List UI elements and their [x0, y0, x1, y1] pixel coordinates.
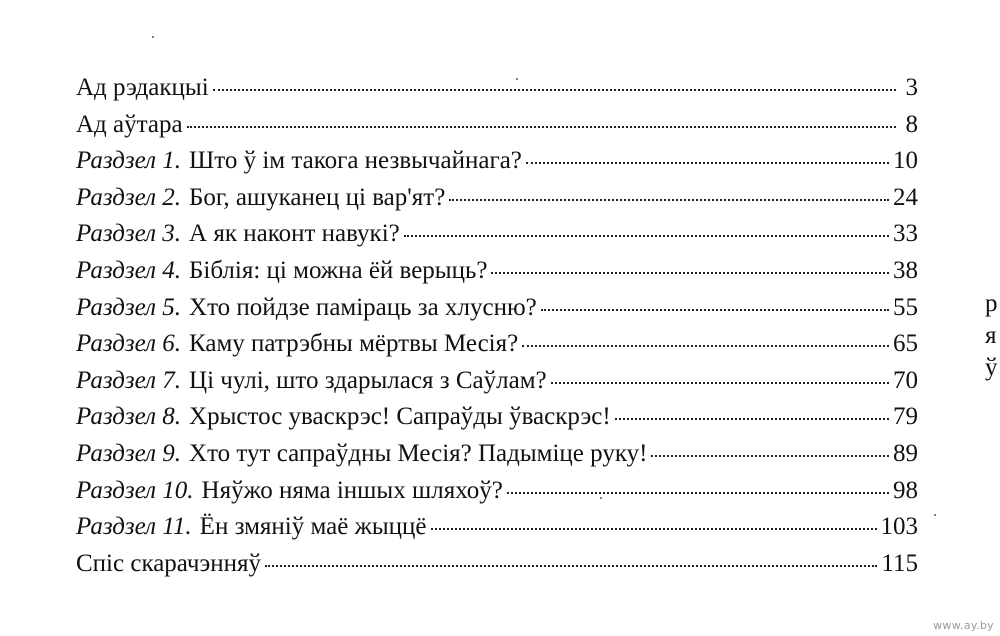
toc-entry [76, 253, 918, 290]
toc-entry [76, 216, 918, 253]
chapter-prefix: Раздзел 8. [76, 403, 182, 431]
toc-entry [76, 399, 918, 436]
dot-leader [651, 455, 889, 457]
entry-title: Каму патрэбны мёртвы Месія? [189, 330, 519, 358]
entry-title: Хто пойдзе паміраць за хлусню? [189, 293, 537, 321]
page-number: 33 [893, 220, 918, 248]
entry-title: Біблія: ці можна ёй верыць? [189, 256, 488, 284]
page-number: 103 [880, 513, 918, 541]
entry-title: Хрыстос уваскрэс! Сапраўды ўваскрэс! [189, 403, 611, 431]
toc-entry [76, 473, 918, 510]
dot-leader [551, 382, 889, 384]
entry-title: Спіс скарачэнняў [76, 549, 261, 577]
page-number: 98 [893, 476, 918, 504]
entry-title: Бог, ашуканец ці вар'ят? [189, 183, 446, 211]
toc-entry [76, 290, 918, 327]
dot-leader [526, 162, 889, 164]
chapter-prefix: Раздзел 3. [76, 220, 182, 248]
page-number: 55 [893, 293, 918, 321]
dot-leader [404, 235, 889, 237]
fragment-letter: я [985, 322, 997, 349]
entry-title: Ён змяніў маё жыццё [199, 513, 427, 541]
chapter-prefix: Раздзел 10. [76, 476, 194, 504]
toc-entry [76, 143, 918, 180]
toc-entry [76, 180, 918, 217]
page-number: 115 [881, 549, 918, 577]
dot-leader [449, 199, 889, 201]
page-number: 70 [893, 366, 918, 394]
chapter-prefix: Раздзел 7. [76, 366, 182, 394]
dot-leader [265, 565, 877, 567]
dot-leader [213, 89, 896, 91]
scan-speck [600, 497, 602, 499]
page-number: 8 [905, 110, 918, 138]
toc-entry [76, 326, 918, 363]
scan-speck [516, 78, 518, 80]
chapter-prefix: Раздзел 1. [76, 147, 182, 175]
page-number: 24 [893, 183, 918, 211]
dot-leader [541, 309, 889, 311]
scan-speck [152, 36, 154, 38]
toc-entry [76, 436, 918, 473]
toc-entry [76, 107, 918, 144]
chapter-prefix: Раздзел 4. [76, 256, 182, 284]
chapter-prefix: Раздзел 2. [76, 183, 182, 211]
page-number: 38 [893, 256, 918, 284]
entry-title: А як наконт навукі? [189, 220, 400, 248]
entry-title: Ад аўтара [76, 110, 183, 138]
toc-entry [76, 546, 918, 583]
toc-entry [76, 70, 918, 107]
dot-leader [431, 528, 877, 530]
chapter-prefix: Раздзел 5. [76, 293, 182, 321]
dot-leader [491, 272, 889, 274]
dot-leader [522, 345, 889, 347]
toc-entry [76, 509, 918, 546]
table-of-contents [76, 70, 918, 582]
chapter-prefix: Раздзел 6. [76, 330, 182, 358]
toc-entry [76, 363, 918, 400]
dot-leader [507, 492, 889, 494]
fragment-letter: р [985, 290, 998, 317]
entry-title: Няўжо няма іншых шляхоў? [201, 476, 503, 504]
entry-title: Што ў ім такога незвычайнага? [189, 147, 522, 175]
page-number: 10 [893, 147, 918, 175]
page-number: 65 [893, 330, 918, 358]
fragment-letter: ў [985, 354, 998, 381]
page-number: 3 [905, 74, 918, 101]
entry-title: Хто тут сапраўдны Месія? Падыміце руку! [189, 439, 648, 467]
dot-leader [187, 126, 896, 128]
watermark: www.ay.by [933, 619, 994, 632]
page-number: 79 [893, 403, 918, 431]
page-number: 89 [893, 439, 918, 467]
entry-title: Ад рэдакцыі [76, 74, 209, 101]
chapter-prefix: Раздзел 9. [76, 439, 182, 467]
adjacent-page-fragment [985, 288, 1000, 384]
entry-title: Ці чулі, што здарылася з Саўлам? [189, 366, 547, 394]
scan-speck [934, 514, 936, 516]
dot-leader [615, 418, 889, 420]
chapter-prefix: Раздзел 11. [76, 513, 192, 541]
